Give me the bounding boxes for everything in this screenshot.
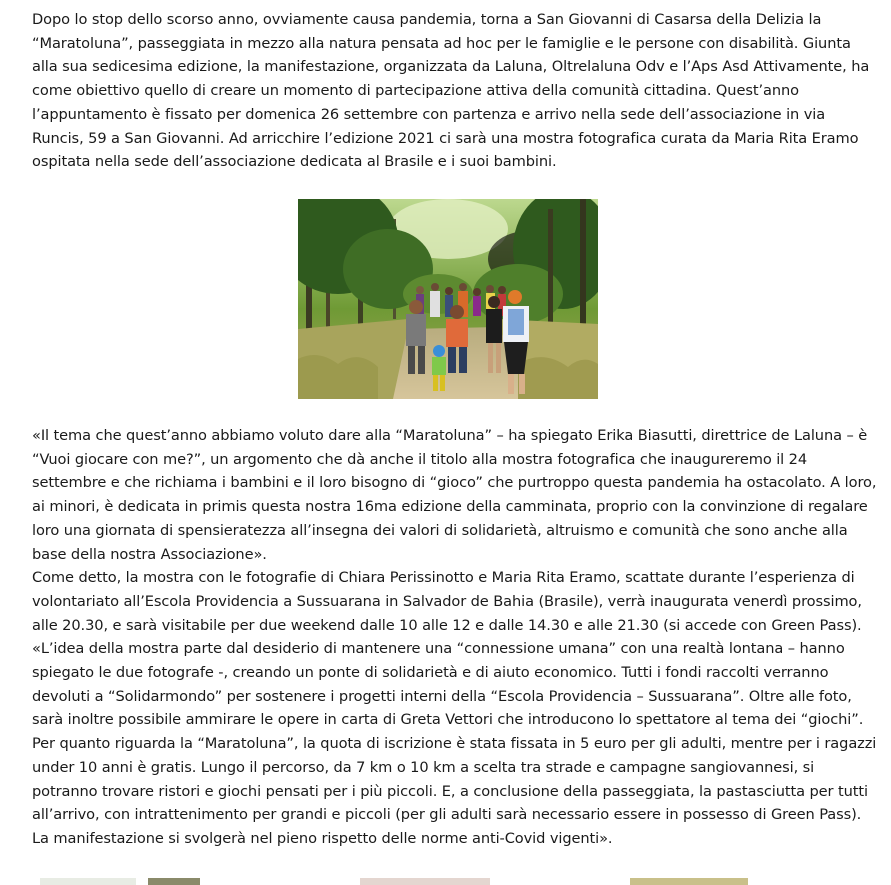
article-paragraph-registration: Per quanto riguarda la “Maratoluna”, la quota di iscrizione è stata fissata in 5 euro per gli adulti, mentre per i ragazzi under 10 anni è gratis. Lungo il percorso, da 7 km o 10 km a scelta tra strade e campagne sangiovannesi, si potranno trovare ristori e giochi pensati per i più piccoli. E, a conclusione della passeggiata, la pastasciutta per tutti all’arrivo, con intrattenimento per grandi e piccoli (per gli adulti sarà necessario essere in possesso di Green Pass). La manifestazione si svolgerà nel pieno rispetto delle norme anti-Covid vigenti». — [32, 735, 877, 847]
article-paragraph-quote: «Il tema che quest’anno abbiamo voluto dare alla “Maratoluna” – ha spiegato Erika Biasutti, direttrice de Laluna – è “Vuoi giocare con me?”, un argomento che dà anche il titolo alla mostra fotografica che inaugureremo il 24 settembre e che richiama i bambini e il loro bisogno di “gioco” che purtroppo questa pandemia ha ostacolato. A loro, ai minori, è dedicata in primis questa nostra 16ma edizione della camminata, proprio con la convinzione di regalare loro una giornata di spensieratezza all’insegna dei valori di solidarietà, altruismo e comunità che sono anche alla base della nostra Associazione». — [32, 427, 877, 563]
walkers-on-country-path-photo — [298, 199, 598, 399]
article-photo — [298, 199, 598, 399]
article-body — [32, 8, 872, 174]
article-paragraph-intro: Dopo lo stop dello scorso anno, ovviamente causa pandemia, torna a San Giovanni di Casarsa della Delizia la “Maratoluna”, passeggiata in mezzo alla natura pensata ad hoc per le famiglie e le persone con disabilità. Giunta alla sua sedicesima edizione, la manifestazione, organizzata da Laluna, Oltrelaluna Odv e l’Aps Asd Attivamente, ha come obiettivo quello di creare un momento di partecipazione attiva della comunità cittadina. Quest’anno l’appuntamento è fissato per domenica 26 settembre con partenza e arrivo nella sede dell’associazione in via Runcis, 59 a San Giovanni. Ad arricchire l’edizione 2021 ci sarà una mostra fotografica curata da Maria Rita Eramo ospitata nella sede dell’associazione dedicata al Brasile e i suoi bambini. — [32, 11, 870, 171]
article-paragraph-photographers: «L’idea della mostra parte dal desiderio di mantenere una “connessione umana” con una realtà lontana – hanno spiegato le due fotografe -, creando un ponte di solidarietà e di aiuto economico. Tutti i fondi raccolti verranno devoluti a “Solidarmondo” per sostenere i progetti interni della “Escola Providencia – Sussuarana”. Oltre alle foto, sarà inoltre possibile ammirare le opere in carta di Greta Vettori che introducono lo spettatore al tema dei “giochi”. — [32, 640, 864, 729]
strip-thumb-4 — [630, 878, 748, 885]
article-body-continued — [32, 424, 878, 851]
strip-thumb-3 — [360, 878, 490, 885]
next-content-strip — [0, 878, 891, 885]
strip-thumb-1 — [40, 878, 136, 885]
strip-thumb-2 — [148, 878, 200, 885]
article-paragraph-exhibit: Come detto, la mostra con le fotografie di Chiara Perissinotto e Maria Rita Eramo, scattate durante l’esperienza di volontariato all’Escola Providencia a Sussuarana in Salvador de Bahia (Brasile), verrà inaugurata venerdì prossimo, alle 20.30, e sarà visitabile per due weekend dalle 10 alle 12 e dalle 14.30 e alle 21.30 (si accede con Green Pass). — [32, 569, 862, 634]
